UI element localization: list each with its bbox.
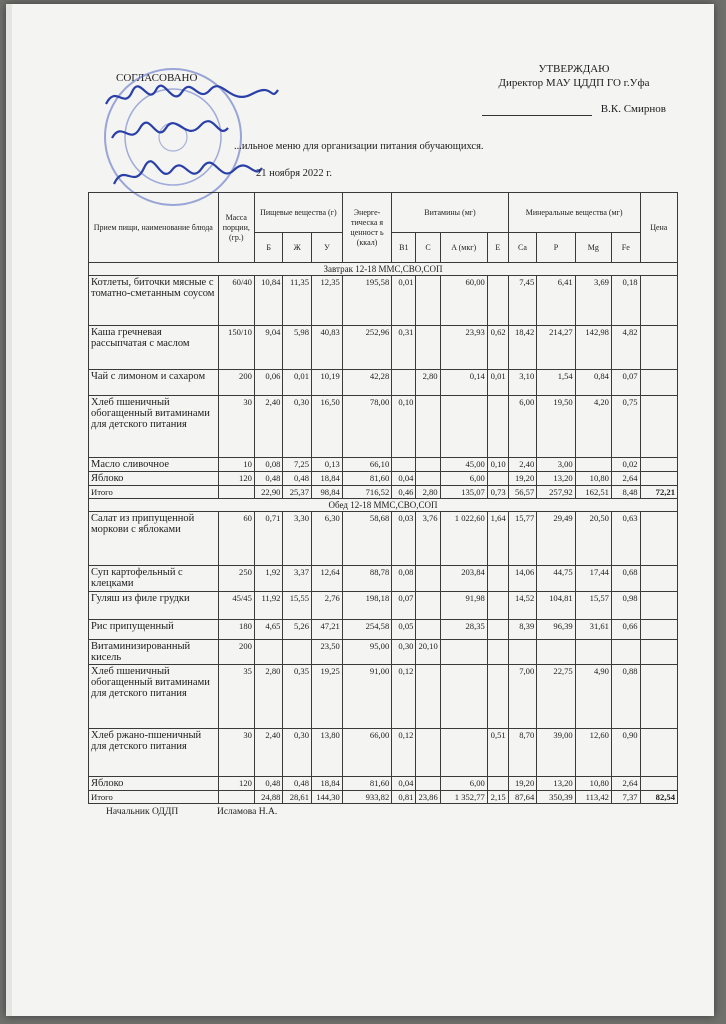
table-cell: 14,06 xyxy=(508,566,537,592)
table-cell: 7,25 xyxy=(283,458,312,472)
footer-signature xyxy=(106,807,277,817)
table-cell: 9,04 xyxy=(254,326,283,370)
table-cell: 0,07 xyxy=(392,592,416,620)
table-cell xyxy=(575,640,611,665)
table-cell: 96,39 xyxy=(537,620,575,640)
table-cell: 0,01 xyxy=(283,370,312,396)
table-cell: 6,41 xyxy=(537,276,575,326)
table-cell xyxy=(416,729,440,777)
table-cell: 8,70 xyxy=(508,729,537,777)
table-cell: 22,75 xyxy=(537,665,575,729)
table-cell: 42,28 xyxy=(342,370,391,396)
table-row xyxy=(89,640,678,665)
table-cell xyxy=(416,276,440,326)
table-cell xyxy=(254,640,283,665)
table-cell: 23,50 xyxy=(312,640,343,665)
table-cell xyxy=(487,777,508,791)
table-cell: 15,55 xyxy=(283,592,312,620)
total-cell xyxy=(218,791,254,804)
dish-name: Каша гречневая рассыпчатая с маслом xyxy=(89,326,219,370)
table-cell: 0,14 xyxy=(440,370,487,396)
total-price: 82,54 xyxy=(640,791,677,804)
table-cell: 0,12 xyxy=(392,665,416,729)
table-cell: 0,01 xyxy=(392,276,416,326)
header-mass: Масса порции, (гр.) xyxy=(218,193,254,263)
approval-block xyxy=(454,62,694,116)
table-cell: 20,10 xyxy=(416,640,440,665)
subheader-cell: A (мкг) xyxy=(440,233,487,263)
table-cell: 6,30 xyxy=(312,512,343,566)
table-cell: 13,20 xyxy=(537,777,575,791)
table-cell: 1 022,60 xyxy=(440,512,487,566)
table-cell xyxy=(416,472,440,486)
table-cell: 3,00 xyxy=(537,458,575,472)
total-cell: 2,80 xyxy=(416,486,440,499)
table-cell: 11,92 xyxy=(254,592,283,620)
total-cell: 350,39 xyxy=(537,791,575,804)
section-title: Завтрак 12-18 ММС,СВО,СОП xyxy=(89,263,678,276)
table-cell xyxy=(640,370,677,396)
table-cell xyxy=(537,640,575,665)
table-cell xyxy=(487,396,508,458)
table-cell: 1,92 xyxy=(254,566,283,592)
table-cell: 19,20 xyxy=(508,472,537,486)
table-cell xyxy=(508,640,537,665)
total-cell: 0,81 xyxy=(392,791,416,804)
table-cell: 10,19 xyxy=(312,370,343,396)
table-cell xyxy=(640,729,677,777)
table-row xyxy=(89,472,678,486)
table-cell: 45/45 xyxy=(218,592,254,620)
table-cell: 0,08 xyxy=(392,566,416,592)
dish-name: Гуляш из филе грудки xyxy=(89,592,219,620)
header-price: Цена xyxy=(640,193,677,263)
footer-person: Исламова Н.А. xyxy=(216,807,278,817)
total-cell: 162,51 xyxy=(575,486,611,499)
table-cell: 180 xyxy=(218,620,254,640)
table-row xyxy=(89,396,678,458)
table-cell: 29,49 xyxy=(537,512,575,566)
total-cell: 113,42 xyxy=(575,791,611,804)
table-cell: 0,13 xyxy=(312,458,343,472)
table-cell xyxy=(640,620,677,640)
table-cell: 0,71 xyxy=(254,512,283,566)
total-cell: 24,88 xyxy=(254,791,283,804)
table-cell: 18,84 xyxy=(312,777,343,791)
table-cell: 58,68 xyxy=(342,512,391,566)
total-cell: 135,07 xyxy=(440,486,487,499)
table-cell: 0,12 xyxy=(392,729,416,777)
table-cell: 0,18 xyxy=(611,276,640,326)
table-cell: 3,69 xyxy=(575,276,611,326)
table-cell: 2,80 xyxy=(254,665,283,729)
table-cell xyxy=(640,777,677,791)
table-cell xyxy=(440,729,487,777)
table-cell: 2,80 xyxy=(416,370,440,396)
document-page xyxy=(6,4,714,1016)
table-cell xyxy=(640,640,677,665)
table-cell: 6,00 xyxy=(440,472,487,486)
table-cell xyxy=(640,326,677,370)
dish-name: Хлеб ржано-пшеничный для детского питания xyxy=(89,729,219,777)
table-cell: 10,84 xyxy=(254,276,283,326)
total-label: Итого xyxy=(89,486,219,499)
table-cell: 66,10 xyxy=(342,458,391,472)
subheader-cell: Б xyxy=(254,233,283,263)
total-label: Итого xyxy=(89,791,219,804)
approval-title: УТВЕРЖДАЮ xyxy=(538,63,610,75)
table-cell: 250 xyxy=(218,566,254,592)
table-cell: 104,81 xyxy=(537,592,575,620)
table-cell: 39,00 xyxy=(537,729,575,777)
table-cell: 195,58 xyxy=(342,276,391,326)
table-cell: 19,50 xyxy=(537,396,575,458)
table-cell: 7,45 xyxy=(508,276,537,326)
table-cell: 200 xyxy=(218,370,254,396)
table-cell: 40,83 xyxy=(312,326,343,370)
subheader-cell: Ca xyxy=(508,233,537,263)
table-cell: 12,64 xyxy=(312,566,343,592)
table-cell xyxy=(283,640,312,665)
table-cell: 7,00 xyxy=(508,665,537,729)
subheader-cell: P xyxy=(537,233,575,263)
page-edge xyxy=(6,4,12,1016)
dish-name: Рис припущенный xyxy=(89,620,219,640)
dish-name: Масло сливочное xyxy=(89,458,219,472)
table-cell: 10,80 xyxy=(575,777,611,791)
table-cell: 198,18 xyxy=(342,592,391,620)
dish-name: Витаминизированный кисель xyxy=(89,640,219,665)
table-cell: 91,00 xyxy=(342,665,391,729)
total-cell: 22,90 xyxy=(254,486,283,499)
table-cell: 14,52 xyxy=(508,592,537,620)
header-meal: Прием пищи, наименование блюда xyxy=(89,193,219,263)
total-price: 72,21 xyxy=(640,486,677,499)
table-cell: 0,48 xyxy=(283,777,312,791)
table-cell xyxy=(440,396,487,458)
table-cell: 12,60 xyxy=(575,729,611,777)
table-cell: 0,30 xyxy=(283,396,312,458)
table-cell xyxy=(416,665,440,729)
total-cell: 98,84 xyxy=(312,486,343,499)
agreed-label: СОГЛАСОВАНО xyxy=(116,72,198,84)
header-energy: Энерге-тическа я ценност ь (ккал) xyxy=(342,193,391,263)
table-cell: 2,64 xyxy=(611,777,640,791)
dish-name: Салат из припущенной моркови с яблоками xyxy=(89,512,219,566)
table-cell: 31,61 xyxy=(575,620,611,640)
table-cell xyxy=(640,592,677,620)
total-cell: 87,64 xyxy=(508,791,537,804)
table-cell: 0,88 xyxy=(611,665,640,729)
total-cell: 2,15 xyxy=(487,791,508,804)
table-row xyxy=(89,620,678,640)
table-cell xyxy=(640,566,677,592)
table-cell: 0,66 xyxy=(611,620,640,640)
table-cell xyxy=(640,396,677,458)
table-cell: 15,77 xyxy=(508,512,537,566)
table-row xyxy=(89,326,678,370)
header-minerals: Минеральные вещества (мг) xyxy=(508,193,640,233)
table-cell: 0,51 xyxy=(487,729,508,777)
footer-role: Начальник ОДДП xyxy=(106,807,179,817)
table-cell: 0,04 xyxy=(392,777,416,791)
table-cell: 5,98 xyxy=(283,326,312,370)
total-cell: 7,37 xyxy=(611,791,640,804)
table-row xyxy=(89,592,678,620)
table-cell xyxy=(487,472,508,486)
approval-signer: В.К. Смирнов xyxy=(600,103,666,115)
table-cell: 2,40 xyxy=(508,458,537,472)
table-cell: 3,76 xyxy=(416,512,440,566)
table-cell: 45,00 xyxy=(440,458,487,472)
table-cell: 0,06 xyxy=(254,370,283,396)
dish-name: Хлеб пшеничный обогащенный витаминами для детского питания xyxy=(89,665,219,729)
table-cell: 60 xyxy=(218,512,254,566)
table-cell: 20,50 xyxy=(575,512,611,566)
table-row xyxy=(89,729,678,777)
table-cell: 0,63 xyxy=(611,512,640,566)
subheader-cell: C xyxy=(416,233,440,263)
table-cell: 0,05 xyxy=(392,620,416,640)
table-cell: 0,01 xyxy=(487,370,508,396)
header-vitamins: Витамины (мг) xyxy=(392,193,508,233)
table-cell: 0,02 xyxy=(611,458,640,472)
dish-name: Яблоко xyxy=(89,777,219,791)
table-cell: 0,10 xyxy=(487,458,508,472)
table-cell: 88,78 xyxy=(342,566,391,592)
table-cell: 203,84 xyxy=(440,566,487,592)
table-cell: 0,30 xyxy=(392,640,416,665)
total-cell: 933,82 xyxy=(342,791,391,804)
table-cell xyxy=(640,512,677,566)
table-cell xyxy=(392,370,416,396)
table-cell xyxy=(416,396,440,458)
nutrition-table xyxy=(88,192,678,804)
total-cell xyxy=(218,486,254,499)
table-cell: 0,31 xyxy=(392,326,416,370)
total-cell: 257,92 xyxy=(537,486,575,499)
table-cell xyxy=(640,472,677,486)
table-cell xyxy=(640,276,677,326)
table-cell: 78,00 xyxy=(342,396,391,458)
table-cell: 1,64 xyxy=(487,512,508,566)
table-cell: 0,03 xyxy=(392,512,416,566)
table-cell: 4,90 xyxy=(575,665,611,729)
table-cell: 0,62 xyxy=(487,326,508,370)
table-cell: 13,20 xyxy=(537,472,575,486)
table-cell: 30 xyxy=(218,729,254,777)
table-cell xyxy=(440,665,487,729)
subheader-cell: У xyxy=(312,233,343,263)
table-cell: 2,64 xyxy=(611,472,640,486)
table-cell: 2,40 xyxy=(254,396,283,458)
table-cell: 91,98 xyxy=(440,592,487,620)
menu-date: 21 ноября 2022 г. xyxy=(256,168,333,179)
table-cell: 15,57 xyxy=(575,592,611,620)
table-cell: 4,20 xyxy=(575,396,611,458)
table-cell: 60/40 xyxy=(218,276,254,326)
table-cell xyxy=(416,592,440,620)
table-cell: 120 xyxy=(218,472,254,486)
table-cell: 0,04 xyxy=(392,472,416,486)
approval-signature-row xyxy=(454,102,694,116)
table-cell: 28,35 xyxy=(440,620,487,640)
dish-name: Котлеты, биточки мясные с томатно-сметанным соусом xyxy=(89,276,219,326)
table-cell: 214,27 xyxy=(537,326,575,370)
table-cell xyxy=(416,566,440,592)
table-cell: 19,20 xyxy=(508,777,537,791)
table-cell xyxy=(640,665,677,729)
table-cell: 5,26 xyxy=(283,620,312,640)
table-cell: 254,58 xyxy=(342,620,391,640)
total-cell: 28,61 xyxy=(283,791,312,804)
table-cell: 60,00 xyxy=(440,276,487,326)
table-row xyxy=(89,566,678,592)
table-row xyxy=(89,777,678,791)
section-row xyxy=(89,499,678,512)
table-cell: 23,93 xyxy=(440,326,487,370)
table-row xyxy=(89,370,678,396)
table-cell xyxy=(416,326,440,370)
table-cell xyxy=(416,620,440,640)
table-cell xyxy=(487,620,508,640)
approval-position: Директор МАУ ЦДДП ГО г.Уфа xyxy=(498,77,650,89)
total-row xyxy=(89,486,678,499)
table-cell: 8,39 xyxy=(508,620,537,640)
section-title: Обед 12-18 ММС,СВО,СОП xyxy=(89,499,678,512)
table-cell: 120 xyxy=(218,777,254,791)
table-row xyxy=(89,665,678,729)
table-cell: 0,68 xyxy=(611,566,640,592)
table-cell: 95,00 xyxy=(342,640,391,665)
table-cell: 0,10 xyxy=(392,396,416,458)
table-cell: 0,98 xyxy=(611,592,640,620)
table-cell: 0,84 xyxy=(575,370,611,396)
table-cell xyxy=(611,640,640,665)
table-cell: 66,00 xyxy=(342,729,391,777)
table-cell: 16,50 xyxy=(312,396,343,458)
subheader-cell: E xyxy=(487,233,508,263)
table-cell: 0,30 xyxy=(283,729,312,777)
total-row xyxy=(89,791,678,804)
table-cell: 0,48 xyxy=(254,472,283,486)
table-cell: 200 xyxy=(218,640,254,665)
table-cell: 6,00 xyxy=(440,777,487,791)
table-cell: 0,08 xyxy=(254,458,283,472)
table-cell: 81,60 xyxy=(342,777,391,791)
dish-name: Яблоко xyxy=(89,472,219,486)
table-cell: 17,44 xyxy=(575,566,611,592)
table-cell: 142,98 xyxy=(575,326,611,370)
table-cell: 0,35 xyxy=(283,665,312,729)
table-cell: 35 xyxy=(218,665,254,729)
table-cell: 30 xyxy=(218,396,254,458)
table-cell: 19,25 xyxy=(312,665,343,729)
table-cell: 4,65 xyxy=(254,620,283,640)
table-row xyxy=(89,512,678,566)
table-cell xyxy=(487,592,508,620)
table-cell: 3,30 xyxy=(283,512,312,566)
table-cell xyxy=(640,458,677,472)
table-cell: 4,82 xyxy=(611,326,640,370)
total-cell: 25,37 xyxy=(283,486,312,499)
table-cell xyxy=(416,777,440,791)
section-row xyxy=(89,263,678,276)
table-cell: 2,76 xyxy=(312,592,343,620)
table-cell: 0,48 xyxy=(254,777,283,791)
total-cell: 0,46 xyxy=(392,486,416,499)
table-cell xyxy=(416,458,440,472)
table-cell: 47,21 xyxy=(312,620,343,640)
table-row xyxy=(89,276,678,326)
total-cell: 8,48 xyxy=(611,486,640,499)
table-cell: 0,90 xyxy=(611,729,640,777)
table-cell: 6,00 xyxy=(508,396,537,458)
table-cell: 11,35 xyxy=(283,276,312,326)
table-cell: 18,84 xyxy=(312,472,343,486)
dish-name: Хлеб пшеничный обогащенный витаминами для детского питания xyxy=(89,396,219,458)
table-cell: 0,48 xyxy=(283,472,312,486)
table-cell: 0,75 xyxy=(611,396,640,458)
total-cell: 0,73 xyxy=(487,486,508,499)
signature-line xyxy=(482,115,592,116)
table-body xyxy=(89,263,678,804)
table-cell xyxy=(487,640,508,665)
subheader-cell: Ж xyxy=(283,233,312,263)
table-cell: 44,75 xyxy=(537,566,575,592)
header-nutrients: Пищевые вещества (г) xyxy=(254,193,342,233)
table-cell: 1,54 xyxy=(537,370,575,396)
table-cell xyxy=(392,458,416,472)
table-cell: 150/10 xyxy=(218,326,254,370)
table-cell: 10,80 xyxy=(575,472,611,486)
dish-name: Чай с лимоном и сахаром xyxy=(89,370,219,396)
table-cell: 10 xyxy=(218,458,254,472)
table-cell: 12,35 xyxy=(312,276,343,326)
table-cell xyxy=(575,458,611,472)
total-cell: 56,57 xyxy=(508,486,537,499)
table-cell: 81,60 xyxy=(342,472,391,486)
subheader-cell: Fe xyxy=(611,233,640,263)
table-cell: 0,07 xyxy=(611,370,640,396)
table-cell xyxy=(487,276,508,326)
total-cell: 23,86 xyxy=(416,791,440,804)
table-cell: 2,40 xyxy=(254,729,283,777)
table-cell xyxy=(487,665,508,729)
table-cell: 252,96 xyxy=(342,326,391,370)
table-cell xyxy=(440,640,487,665)
total-cell: 144,30 xyxy=(312,791,343,804)
table-cell: 13,80 xyxy=(312,729,343,777)
dish-name: Суп картофельный с клецками xyxy=(89,566,219,592)
subheader-cell: B1 xyxy=(392,233,416,263)
table-row xyxy=(89,458,678,472)
table-cell: 3,37 xyxy=(283,566,312,592)
total-cell: 1 352,77 xyxy=(440,791,487,804)
subheader-cell: Mg xyxy=(575,233,611,263)
table-cell: 18,42 xyxy=(508,326,537,370)
table-cell: 3,10 xyxy=(508,370,537,396)
total-cell: 716,52 xyxy=(342,486,391,499)
table-cell xyxy=(487,566,508,592)
menu-title: ...ильное меню для организации питания обучающихся. xyxy=(234,141,484,152)
